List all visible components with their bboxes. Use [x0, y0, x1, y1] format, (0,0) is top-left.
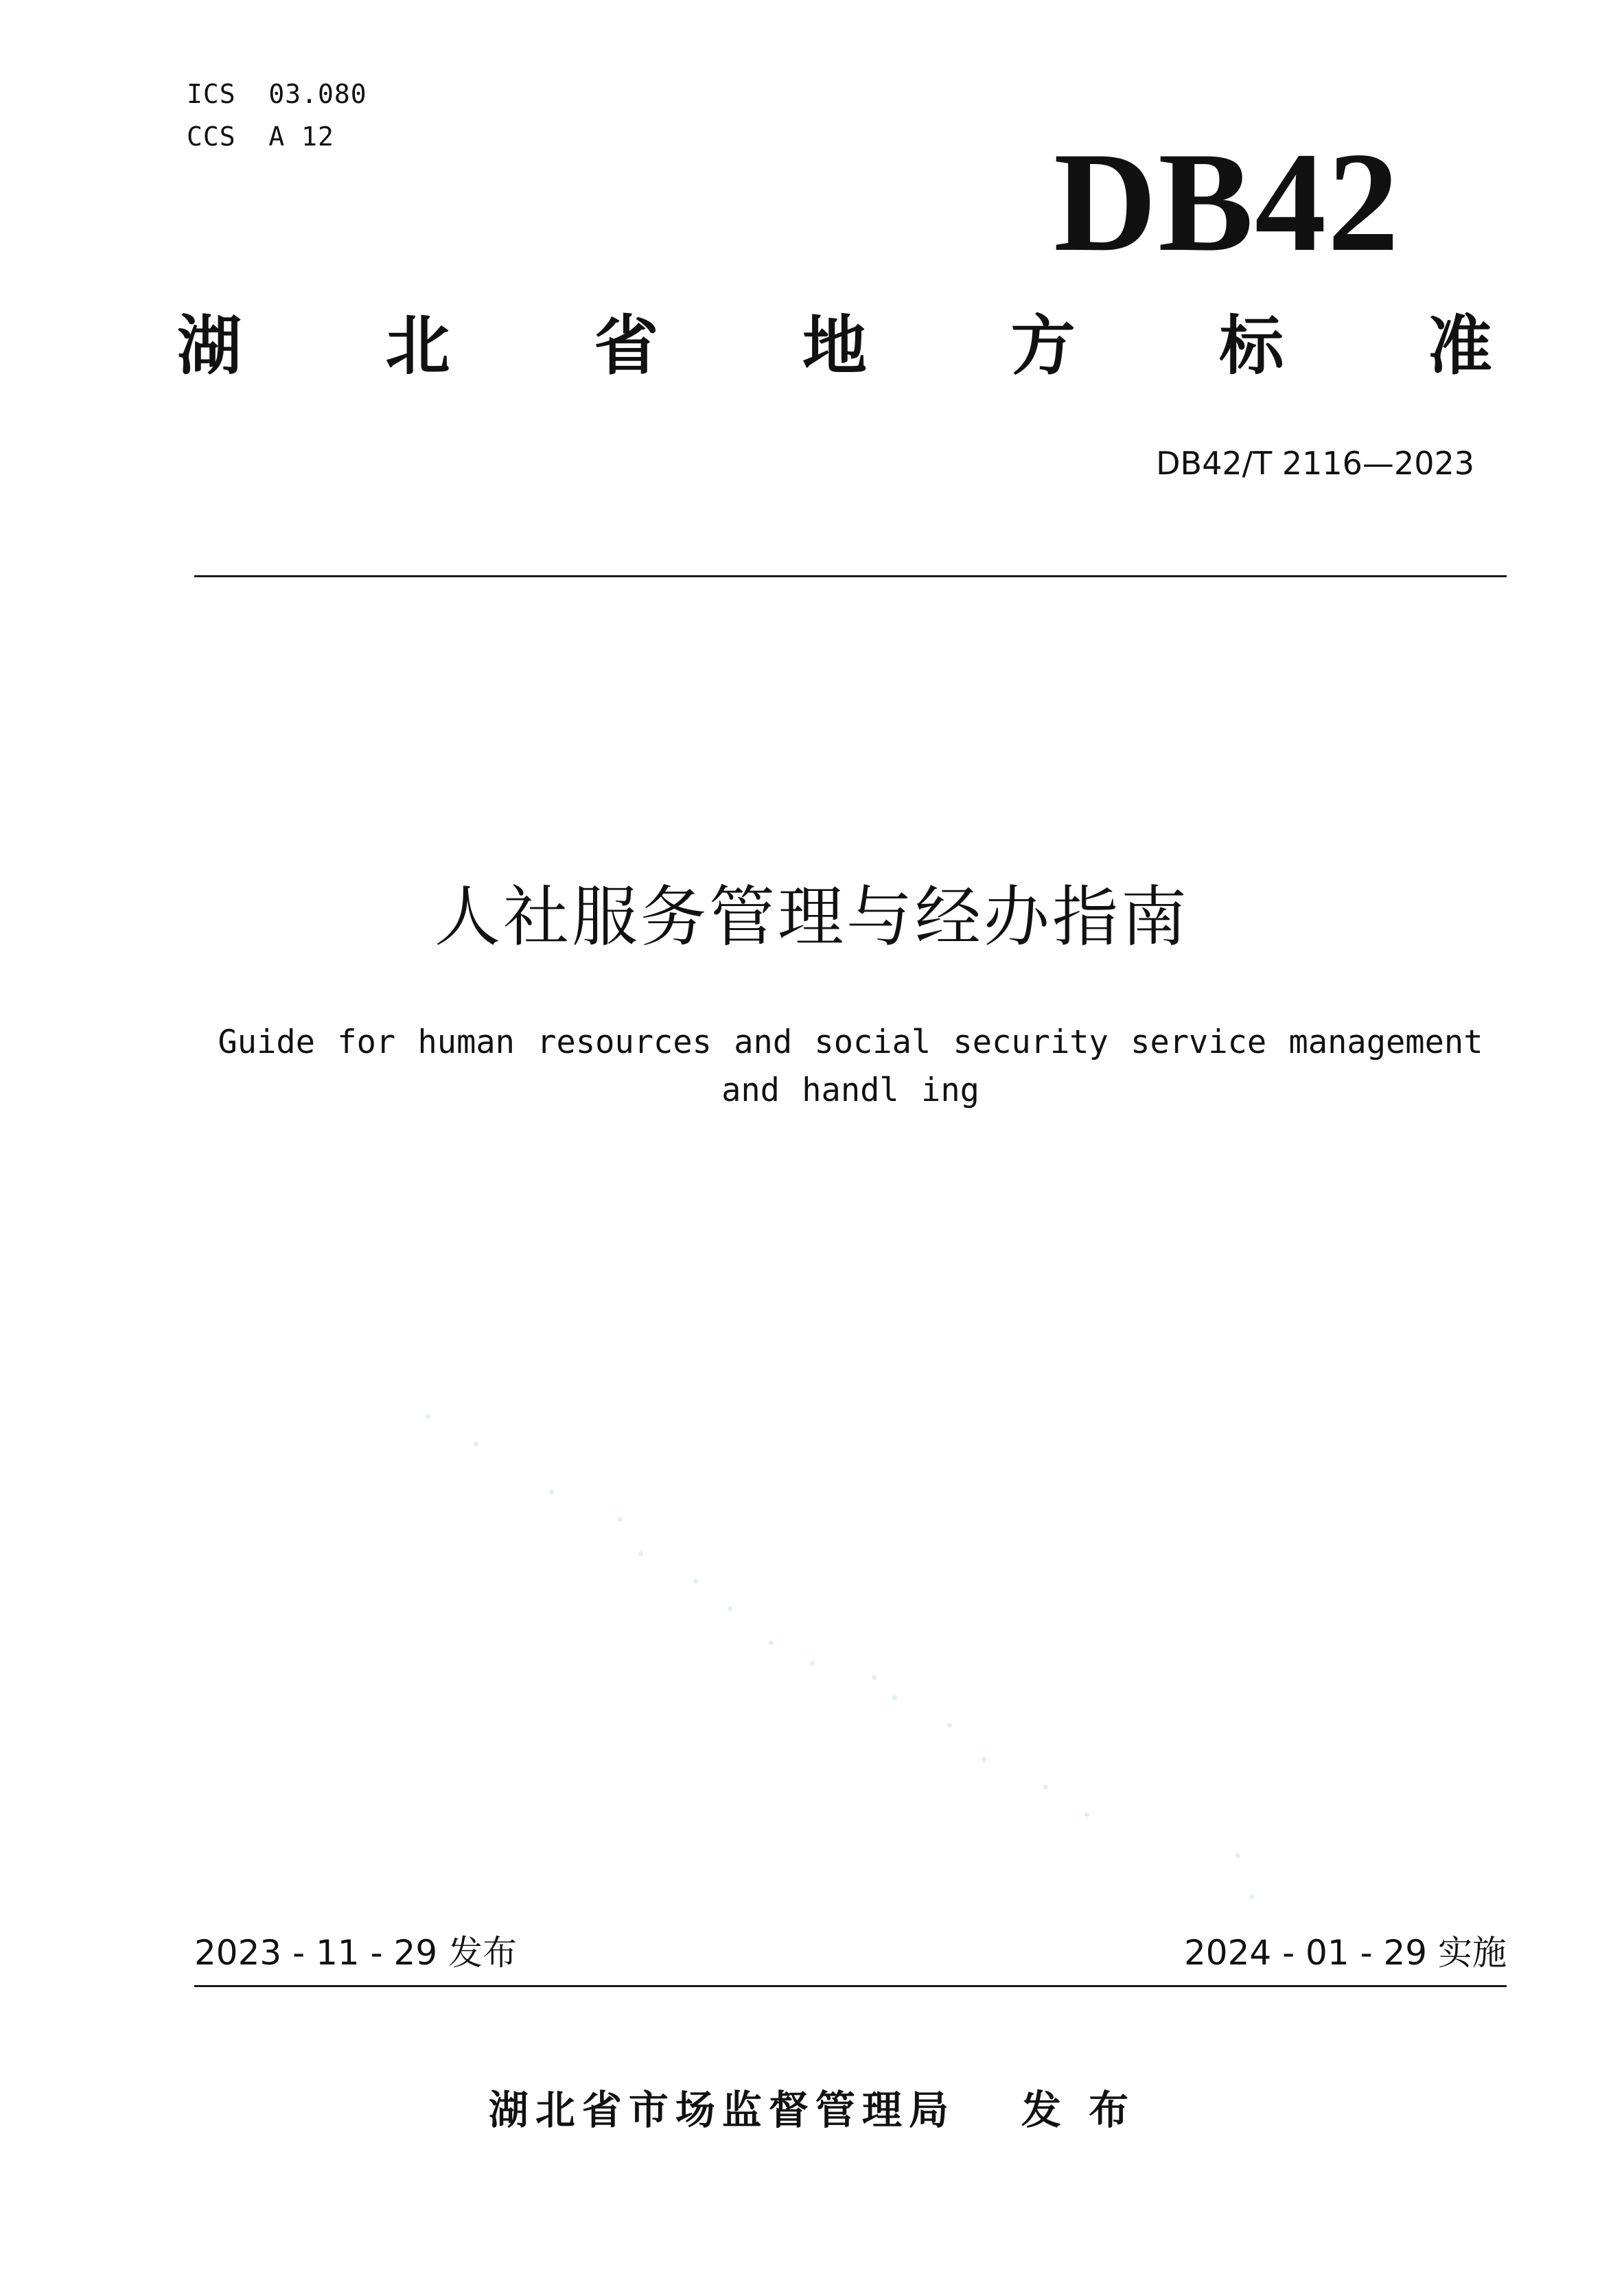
watermark-speck [769, 1640, 774, 1645]
watermark-speck [693, 1579, 698, 1584]
watermark-speck [892, 1695, 897, 1700]
footer-divider [194, 1985, 1507, 1987]
watermark-speck [1249, 1894, 1254, 1899]
watermark-speck [1236, 1853, 1240, 1858]
publisher-name: 湖北省市场监督管理局 [488, 2087, 955, 2133]
watermark-speck [947, 1723, 952, 1728]
ccs-code: CCS A 12 [187, 121, 334, 152]
standard-logo: DB42 [1054, 123, 1400, 281]
implementation-date: 2024 - 01 - 29 实施 [1183, 1933, 1507, 1973]
watermark-speck [426, 1414, 430, 1419]
watermark-speck [618, 1517, 623, 1522]
issue-date: 2023 - 11 - 29 发布 [194, 1933, 518, 1973]
standard-type-char: 省 [594, 309, 659, 384]
watermark-speck [474, 1441, 478, 1446]
standard-type-char: 地 [802, 309, 867, 384]
watermark-speck [638, 1551, 643, 1556]
watermark-speck [1084, 1812, 1089, 1817]
watermark-speck [872, 1675, 877, 1680]
document-title-english: Guide for human resources and social security service management and handl ing [218, 1023, 1483, 1109]
standard-type-char: 北 [385, 309, 450, 384]
document-title-chinese: 人社服务管理与经办指南 [434, 879, 1190, 955]
standard-type-heading [177, 309, 1492, 384]
publisher-action: 发 布 [1021, 2087, 1136, 2133]
watermark-speck [728, 1606, 732, 1611]
header-divider [194, 575, 1507, 577]
standard-type-char: 方 [1010, 309, 1076, 384]
ics-code: ICS 03.080 [187, 79, 367, 109]
publisher-line [0, 2087, 1624, 2133]
watermark-speck [810, 1661, 815, 1666]
standard-number: DB42/T 2116—2023 [1156, 445, 1474, 482]
watermark-speck [549, 1489, 554, 1494]
standard-type-char: 湖 [177, 309, 242, 384]
watermark-speck [1043, 1785, 1048, 1789]
watermark-speck [982, 1757, 986, 1762]
standard-type-char: 准 [1427, 309, 1492, 384]
standard-type-char: 标 [1219, 309, 1284, 384]
